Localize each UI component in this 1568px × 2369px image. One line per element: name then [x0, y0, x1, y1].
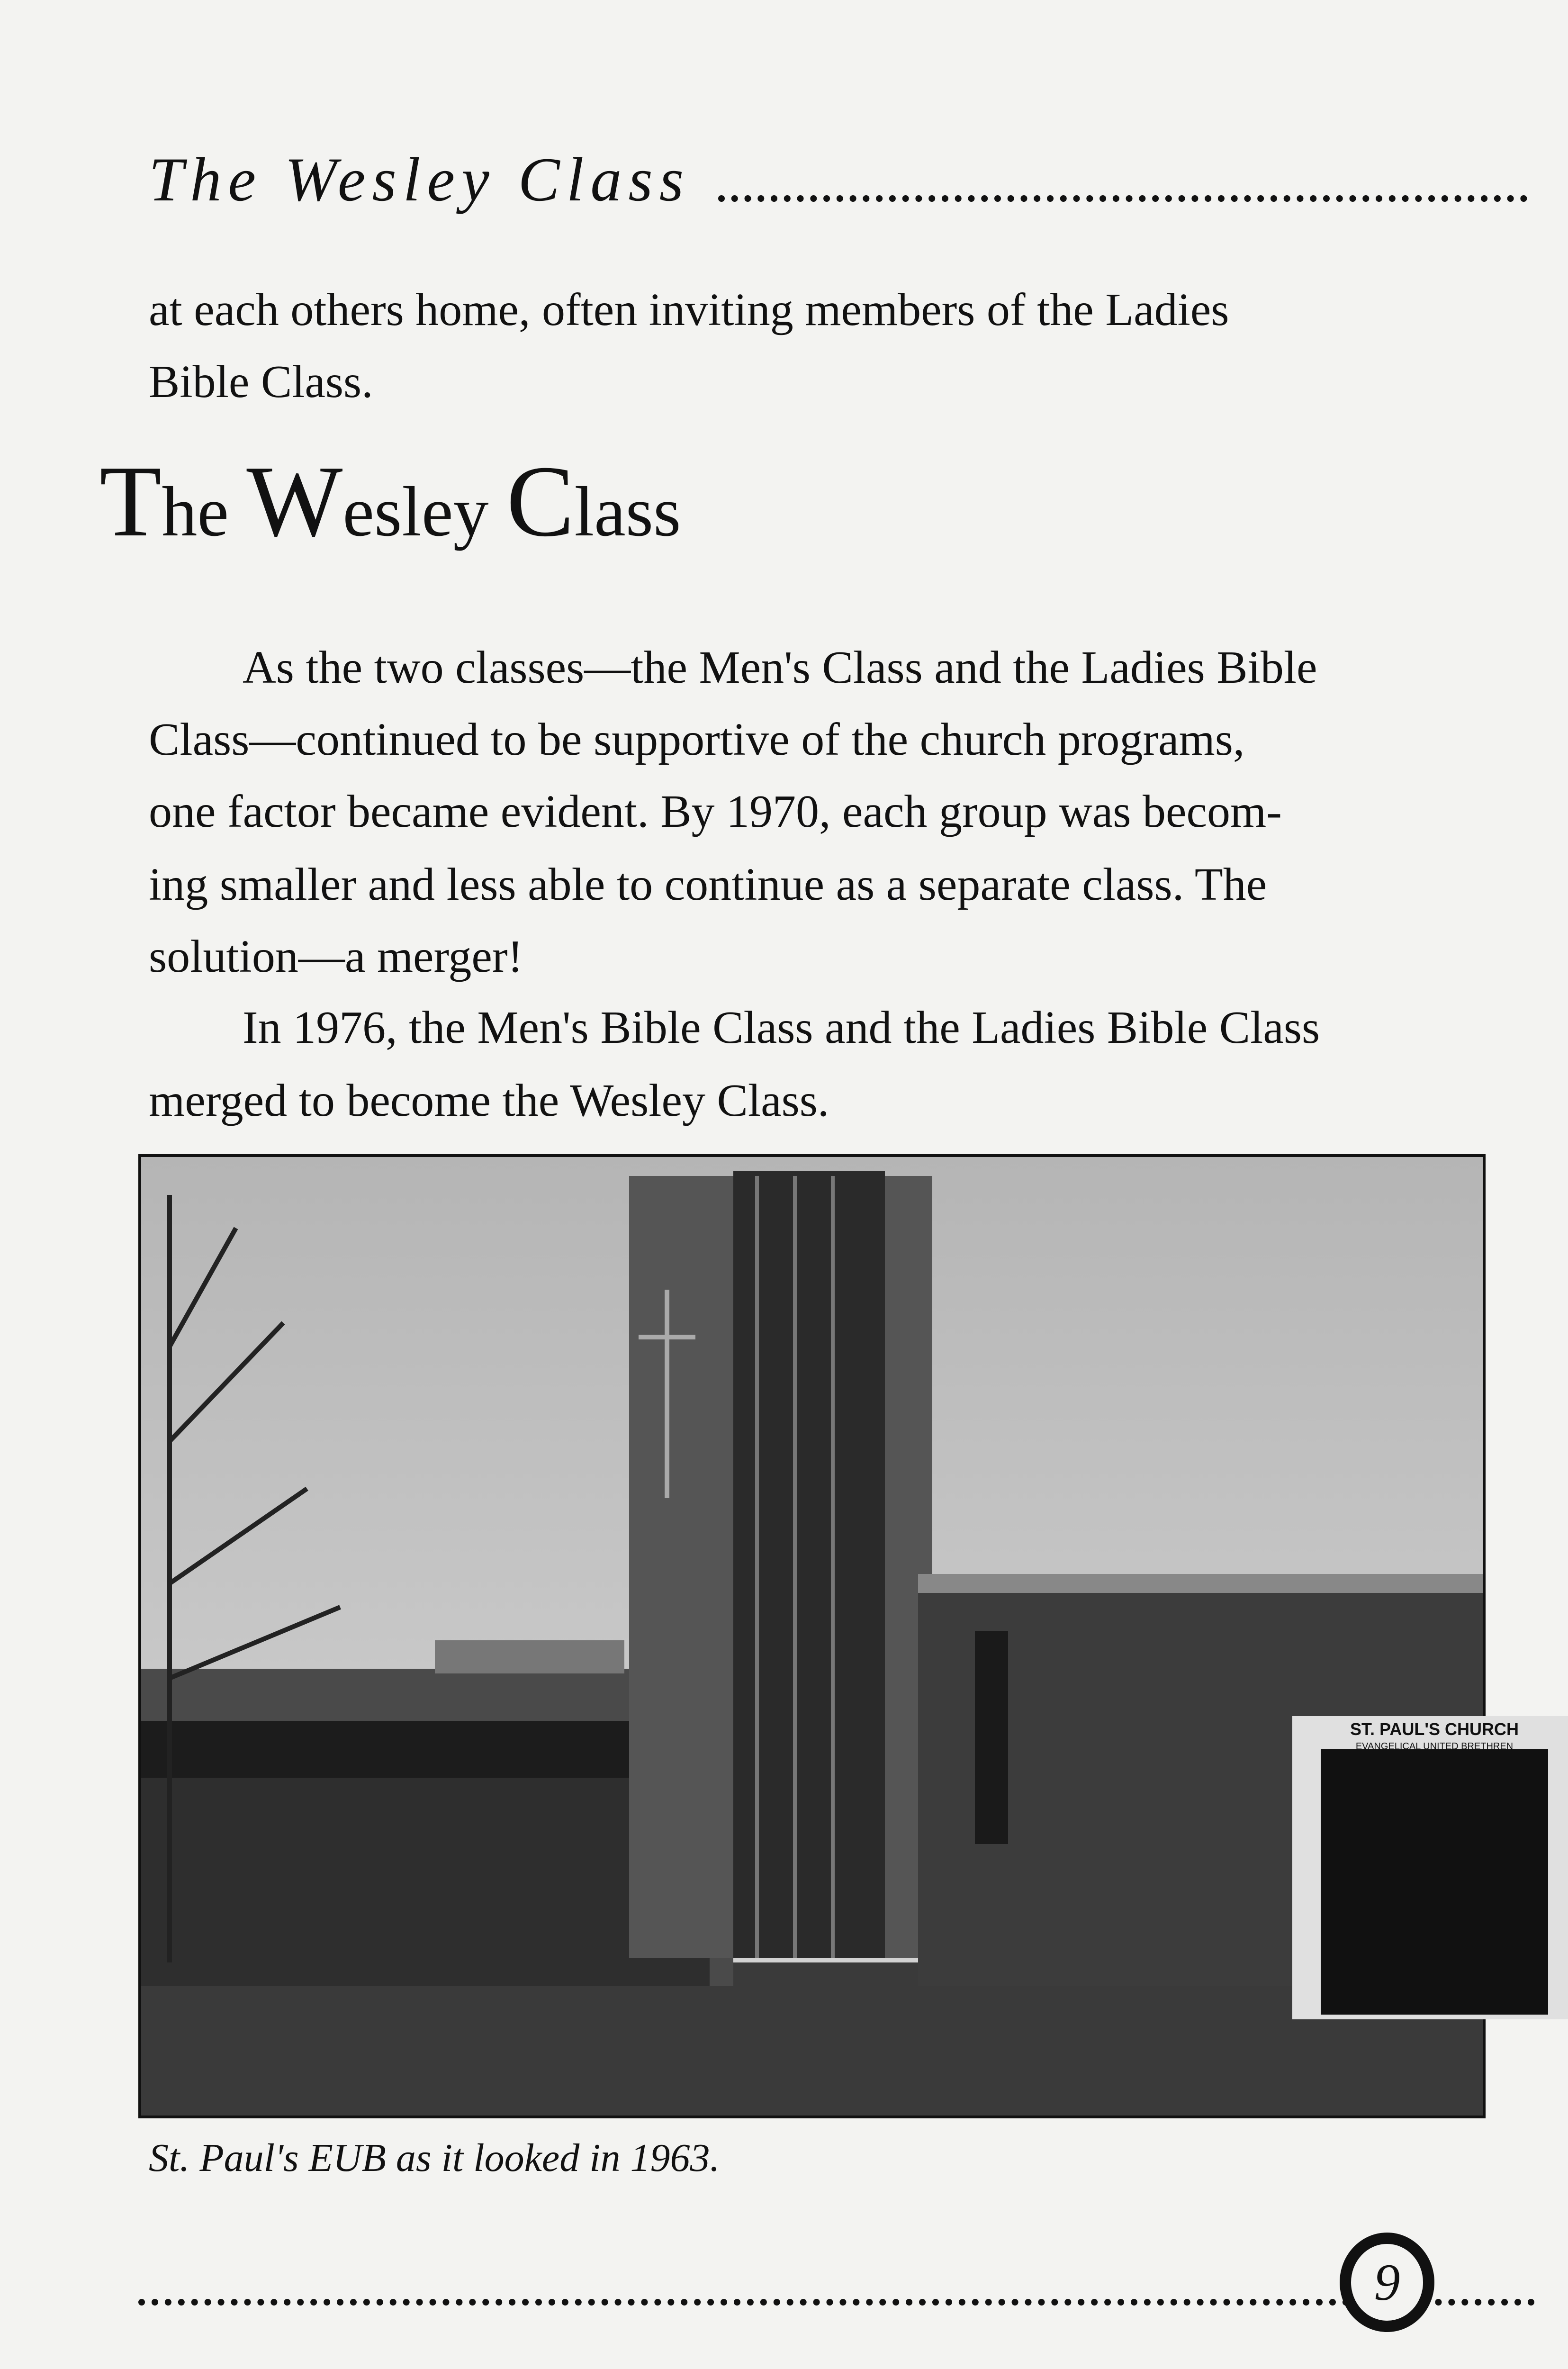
left-wing-windows — [141, 1721, 710, 1778]
photo-caption: St. Paul's EUB as it looked in 1963. — [149, 2136, 720, 2180]
sign-text: ST. PAUL'S CHURCH — [1350, 1719, 1519, 1739]
header-dotted-rule — [718, 195, 1527, 202]
main-window — [975, 1631, 1008, 1844]
section-title — [99, 444, 681, 558]
body-line: In 1976, the Men's Bible Class and the Ladies Bible Class — [243, 1002, 1320, 1053]
body-line: merged to become the Wesley Class. — [149, 1075, 829, 1126]
title-part: esley — [342, 472, 507, 551]
left-wing-wall — [141, 1778, 710, 1986]
intro-line: Bible Class. — [149, 356, 373, 407]
body-line: Class—continued to be supportive of the church programs, — [149, 714, 1245, 765]
church-illustration — [141, 1157, 1519, 2116]
title-part: W — [246, 444, 343, 558]
title-part: he — [162, 472, 247, 551]
body-line: ing smaller and less able to continue as a separate class. The — [149, 859, 1267, 910]
main-roofline — [918, 1574, 1483, 1593]
running-head: The Wesley Class — [149, 145, 691, 214]
body-line: solution—a merger! — [149, 931, 523, 982]
title-part: T — [99, 444, 162, 558]
church-photo — [138, 1154, 1519, 2118]
body-line: one factor became evident. By 1970, each group was becom- — [149, 786, 1282, 837]
title-part: C — [506, 444, 575, 558]
page-number-text: 9 — [1374, 2253, 1400, 2311]
footer-dotted-rule — [138, 2299, 1535, 2306]
roof-vent — [435, 1640, 624, 1673]
sign-board — [1321, 1749, 1548, 2015]
body-line: As the two classes—the Men's Class and the Ladies Bible — [243, 642, 1317, 693]
intro-line: at each others home, often inviting members of the Ladies — [149, 284, 1229, 335]
title-part: lass — [574, 472, 681, 551]
page-number — [1340, 2233, 1434, 2332]
sign-subtext: EVANGELICAL UNITED BRETHREN — [1355, 1741, 1514, 1752]
